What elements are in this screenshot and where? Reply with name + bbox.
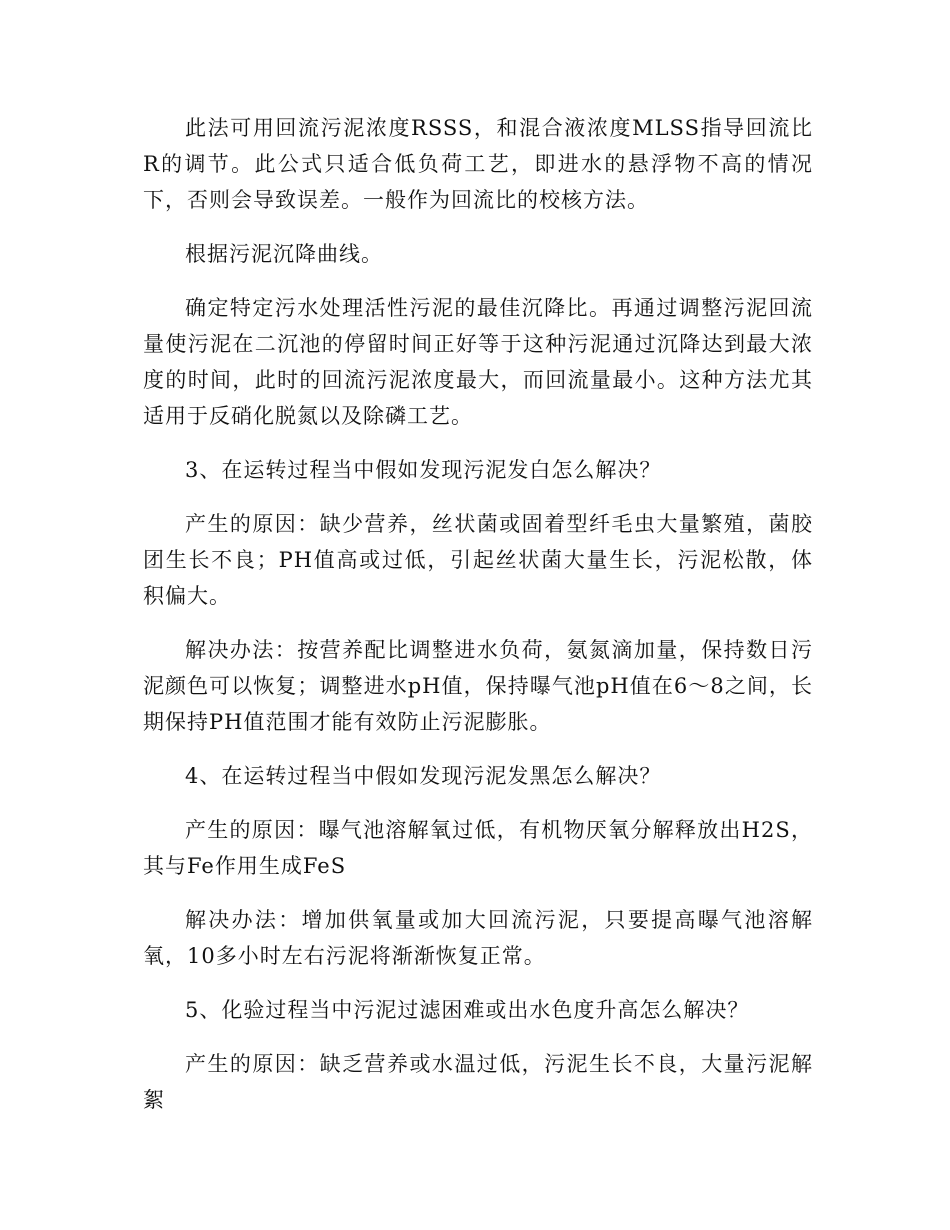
- paragraph-filtration-cause: 产生的原因：缺乏营养或水温过低，污泥生长不良，大量污泥解絮: [143, 1052, 813, 1112]
- paragraph-settling-curve: 根据污泥沉降曲线。: [185, 242, 383, 266]
- paragraph-black-solution: 解决办法：增加供氧量或加大回流污泥，只要提高曝气池溶解氧，10多小时左右污泥将渐渐恢复正常。: [143, 908, 813, 968]
- paragraph-white-cause: 产生的原因：缺少营养，丝状菌或固着型纤毛虫大量繁殖，菌胶团生长不良；PH值高或过低，引起丝状菌大量生长，污泥松散，体积偏大。: [143, 512, 813, 608]
- heading-sludge-black: 4、在运转过程当中假如发现污泥发黑怎么解决？: [185, 764, 662, 788]
- heading-sludge-white: 3、在运转过程当中假如发现污泥发白怎么解决？: [185, 458, 662, 482]
- paragraph-optimal-settling-ratio: 确定特定污水处理活性污泥的最佳沉降比。再通过调整污泥回流量使污泥在二沉池的停留时间正好等于这种污泥通过沉降达到最大浓度的时间，此时的回流污泥浓度最大，而回流量最小。这种方法尤其适用于反硝化脱氮以及除磷工艺。: [143, 296, 813, 428]
- paragraph-black-cause: 产生的原因：曝气池溶解氧过低，有机物厌氧分解释放出H2S，其与Fe作用生成FeS: [143, 818, 813, 878]
- heading-filtration-difficulty: 5、化验过程当中污泥过滤困难或出水色度升高怎么解决？: [185, 998, 750, 1022]
- paragraph-white-solution: 解决办法：按营养配比调整进水负荷，氨氮滴加量，保持数日污泥颜色可以恢复；调整进水pH值，保持曝气池pH值在6～8之间，长期保持PH值范围才能有效防止污泥膨胀。: [143, 638, 813, 734]
- paragraph-return-ratio-formula: 此法可用回流污泥浓度RSSS，和混合液浓度MLSS指导回流比R的调节。此公式只适合低负荷工艺，即进水的悬浮物不高的情况下，否则会导致误差。一般作为回流比的校核方法。: [143, 116, 813, 212]
